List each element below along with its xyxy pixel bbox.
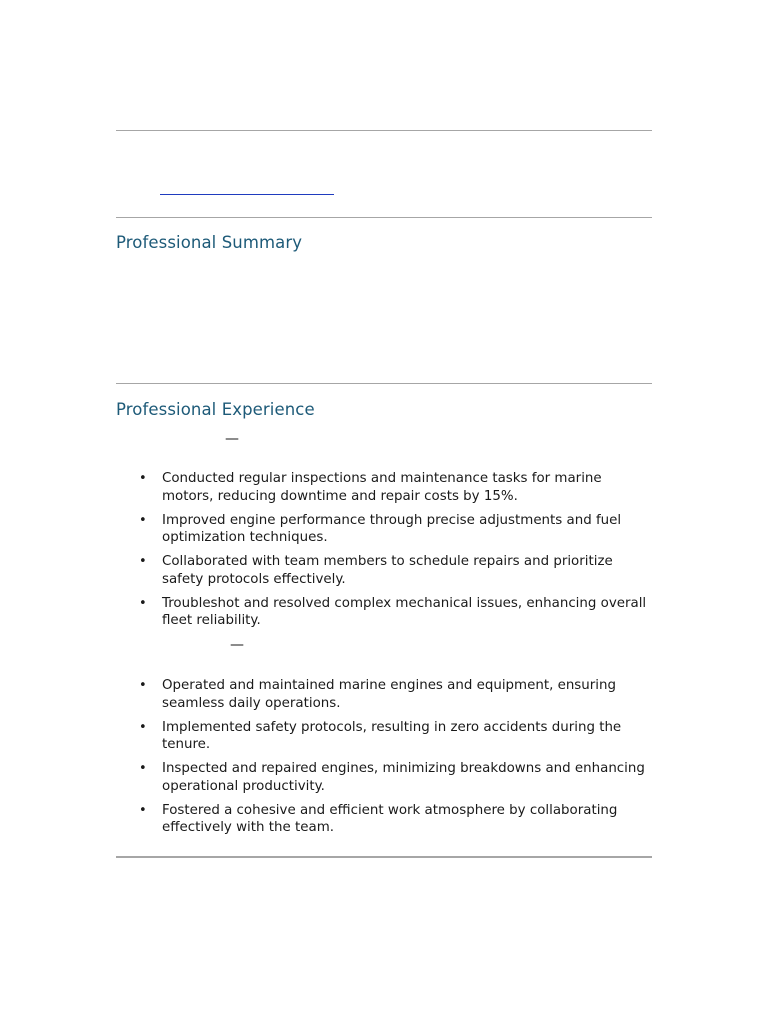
bullet-text: Collaborated with team members to schedule repairs and prioritize safety protocols effectively.: [162, 554, 613, 587]
summary-divider: [116, 383, 652, 384]
bullet-dot: •: [139, 471, 147, 486]
bullet-text: Inspected and repaired engines, minimizing breakdowns and enhancing operational productivity.: [162, 761, 645, 794]
experience-divider: [116, 856, 652, 858]
bullet-dot: •: [139, 512, 147, 528]
list-item: [116, 802, 656, 837]
bullet-dot: •: [139, 595, 147, 611]
bullet-dot: •: [139, 802, 147, 818]
bullet-dot: •: [139, 678, 147, 693]
bullet-text: Fostered a cohesive and efficient work atmosphere by collaborating effectively with the team.: [162, 802, 618, 835]
contact-link-underline[interactable]: [160, 194, 334, 195]
list-item: [116, 553, 656, 588]
bullet-text: Operated and maintained marine engines and equipment, ensuring seamless daily operations.: [162, 678, 616, 711]
bullet-dot: •: [139, 761, 147, 776]
bullet-text: Improved engine performance through precise adjustments and fuel optimization techniques.: [162, 512, 622, 545]
bullet-dot: •: [139, 554, 147, 569]
list-item: [116, 595, 656, 630]
list-item: [116, 760, 656, 795]
job-2-title-dash: —: [230, 637, 244, 653]
bullet-text: Troubleshot and resolved complex mechanical issues, enhancing overall fleet reliability.: [162, 595, 647, 628]
bullet-dot: •: [139, 719, 147, 735]
list-item: [116, 512, 656, 547]
header-bottom-divider: [116, 217, 652, 218]
job-1-title-dash: —: [225, 431, 239, 447]
job-2-bullet-list: [116, 677, 656, 843]
summary-heading: Professional Summary: [116, 233, 303, 252]
list-item: [116, 677, 656, 712]
bullet-text: Conducted regular inspections and maintenance tasks for marine motors, reducing downtime and repair costs by 15%.: [162, 471, 602, 504]
job-1-bullet-list: [116, 470, 656, 636]
list-item: [116, 470, 656, 505]
experience-heading: Professional Experience: [116, 400, 315, 419]
bullet-text: Implemented safety protocols, resulting in zero accidents during the tenure.: [162, 719, 622, 752]
list-item: [116, 719, 656, 754]
header-top-divider: [116, 130, 652, 131]
